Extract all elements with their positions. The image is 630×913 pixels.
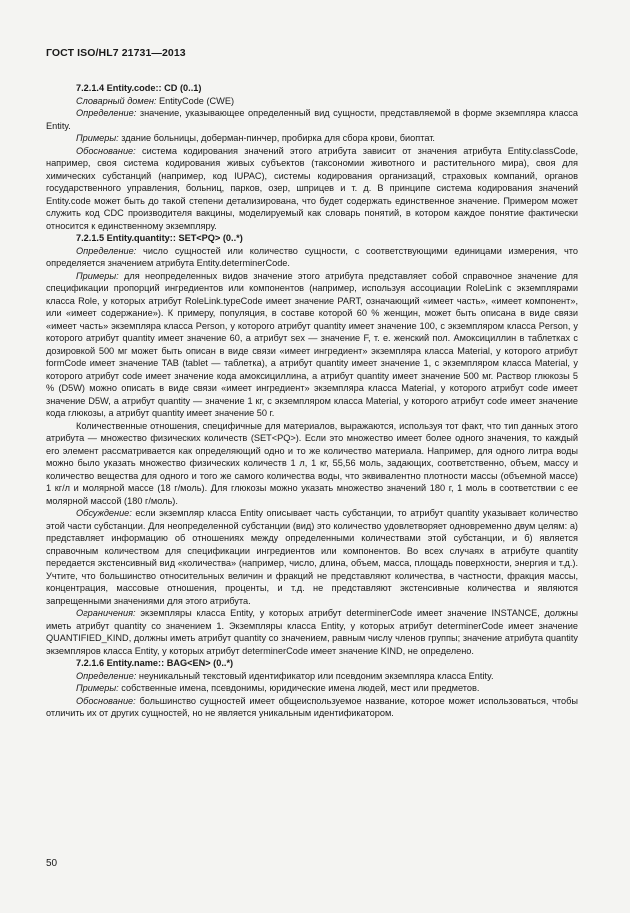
label-definition: Определение:: [76, 108, 137, 118]
text-constraints: экземпляры класса Entity, у которых атрибут determinerCode имеет значение INSTANCE, должны иметь атрибут quantity со значением 1. Экземпляры класса Entity, у которых атрибут determinerCode имеет значение QUANTIFIED_KIND, должны иметь атрибут quantity со значением, равным числу членов группы; значение атрибута quantity экземпляров класса Entity, у которых атрибут determinerCode имеет значение KIND, не определено.: [46, 608, 578, 656]
text-rationale: система кодирования значений этого атрибута зависит от значения атрибута Entity.classCode, например, своя система кодирования живых субъектов (таксономии животного и растительного мира), своя для химических субстанций (например, код IUPAC), системы кодирования организаций, страховых компаний, органов государственного управления, больниц, парков, озер, шприцев и т. д. В принципе система кодирования значений Entity.code может быть до такой степени детализирована, что будет содержать единственное значение. Примером может служить код CDC производителя вакцины, моделируемый как словарь понятий, в котором каждое понятие фактически относится к единственному экземпляру.: [46, 145, 578, 231]
section-heading-entity-name: 7.2.1.6 Entity.name:: BAG<EN> (0..*): [76, 658, 234, 668]
text-domain: EntityCode (CWE): [156, 95, 235, 106]
label-rationale: Обоснование:: [76, 695, 136, 706]
paragraph-constraints: [46, 607, 578, 657]
text-definition: число сущностей или количество сущности, с соответствующими единицами измерения, что определяется значением атрибута Entity.determinerCode.: [46, 245, 578, 268]
paragraph-rationale: [46, 145, 578, 233]
paragraph-discussion: [46, 507, 578, 607]
page-number: 50: [46, 858, 58, 869]
label-discussion: Обсуждение:: [76, 508, 132, 518]
section-heading-entity-code: 7.2.1.4 Entity.code:: CD (0..1): [76, 83, 202, 93]
paragraph-quantity-relations: Количественные отношения, специфичные для материалов, выражаются, используя тот факт, что тип данных этого атрибута — множество физических количеств (SET<PQ>). Если это множество имеет более одного значения, то каждый его элемент рассматривается как определяющий одно и то же количество материала. Например, для одного литра воды можно было указать множество физических количеств 1 л, 1 кг, 55,56 моль, задающих, соответственно, объем, массу и количество вещества для одного и того же самого количества воды, что эквивалентно плотности массы (объемной массе) 1 кг/л и молярной массе (18 г/моль). Для глюкозы можно указать множество значений 180 г, 1 моль в соответствии с ее молярной массой (180 г/моль).: [46, 420, 578, 506]
label-definition: Определение:: [76, 245, 137, 256]
label-examples: Примеры:: [76, 133, 119, 143]
section-heading-entity-quantity: 7.2.1.5 Entity.quantity:: SET<PQ> (0..*): [76, 233, 243, 243]
label-definition: Определение:: [76, 670, 137, 681]
label-domain: Словарный домен:: [76, 95, 157, 106]
label-rationale: Обоснование:: [76, 145, 136, 156]
paragraph-definition: [46, 107, 578, 132]
label-examples: Примеры:: [76, 683, 119, 693]
text-definition: неуникальный текстовый идентификатор или псевдоним экземпляра класса Entity.: [136, 670, 494, 681]
paragraph-definition: [46, 670, 578, 683]
paragraph-examples: [46, 682, 578, 695]
paragraph-examples: [46, 270, 578, 420]
text-definition: значение, указывающее определенный вид сущности, представляемой в форме экземпляра класса Entity.: [46, 108, 578, 131]
label-constraints: Ограничения:: [76, 608, 136, 618]
paragraph-examples: [46, 132, 578, 145]
text-discussion: если экземпляр класса Entity описывает часть субстанции, то атрибут quantity указывает количество этой части субстанции. Для неопределенной субстанции (вид) это количество удовлетворяет одновременно двум целям: а) представляет информацию об отношениях между определенными количествами этой субстанции, и б) является справочным количеством для спецификации ингредиентов или компонентов. Во всех случаях в атрибуте quantity передается экстенсивный вид «количества» (например, число, длина, объем, масса, площадь поверхности, энергия и т.д.). Учтите, что большинство относительных величин и фракций не представляют количества, в частности, фракция массы, концентрация, массовые отношения, проценты, и т.д. не представляют экстенсивные количества и являются запрещенными значениями для этого атрибута.: [46, 508, 578, 606]
document-header: ГОСТ ISO/HL7 21731—2013: [46, 47, 186, 59]
paragraph-rationale: [46, 695, 578, 720]
text-examples: для неопределенных видов значение этого атрибута представляет собой справочное значение для спецификации пропорций ингредиентов или компонентов (например, используя ассоциации RoleLink с экземплярами класса Role, у которых атрибут RoleLink.typeCode имеет значение PART, означающий «имеет часть», «имеет компонент», или «имеет содержание»). К примеру, популяция, в составе которой 60 % женщин, может быть описана в виде связи «имеет часть» экземпляра класса Person, у которого атрибут quantity имеет значение 100, с экземпляром класса Person, у которого атрибут quantity имеет значение 60, а атрибут sex — значение F, т. е. женский пол. Амоксициллин в таблетках с дозировкой 500 мг может быть описан в виде связи «имеет ингредиент» экземпляра класса Material, у которого атрибут formCode имеет значение TAB (tablet — таблетка), а атрибут quantity имеет значение 1, с экземпляром класса Material, у которого атрибут code имеет значение кода амоксициллина, а атрибут quantity имеет значение 500 мг. Раствор глюкозы 5 % (D5W) можно описать в виде связи «имеет ингредиент» экземпляра класса Material, у которого атрибут code имеет значение D5W, а атрибут quantity — значение 1 кг, с экземпляром класса Material, у которого атрибут code имеет значение кода глюкозы, а атрибут quantity имеет значение 50 г.: [46, 270, 578, 418]
text-examples: здание больницы, доберман-пинчер, пробирка для сбора крови, биоптат.: [118, 133, 435, 143]
paragraph-definition: [46, 245, 578, 270]
text-examples: собственные имена, псевдонимы, юридические имена людей, мест или предметов.: [118, 683, 480, 693]
paragraph-domain: [46, 95, 578, 108]
document-body: [46, 82, 578, 720]
label-examples: Примеры:: [76, 270, 119, 281]
text-rationale: большинство сущностей имеет общеиспользуемое название, которое может использоваться, чтобы отличить их от других сущностей, но не является уникальным идентификатором.: [46, 695, 578, 718]
